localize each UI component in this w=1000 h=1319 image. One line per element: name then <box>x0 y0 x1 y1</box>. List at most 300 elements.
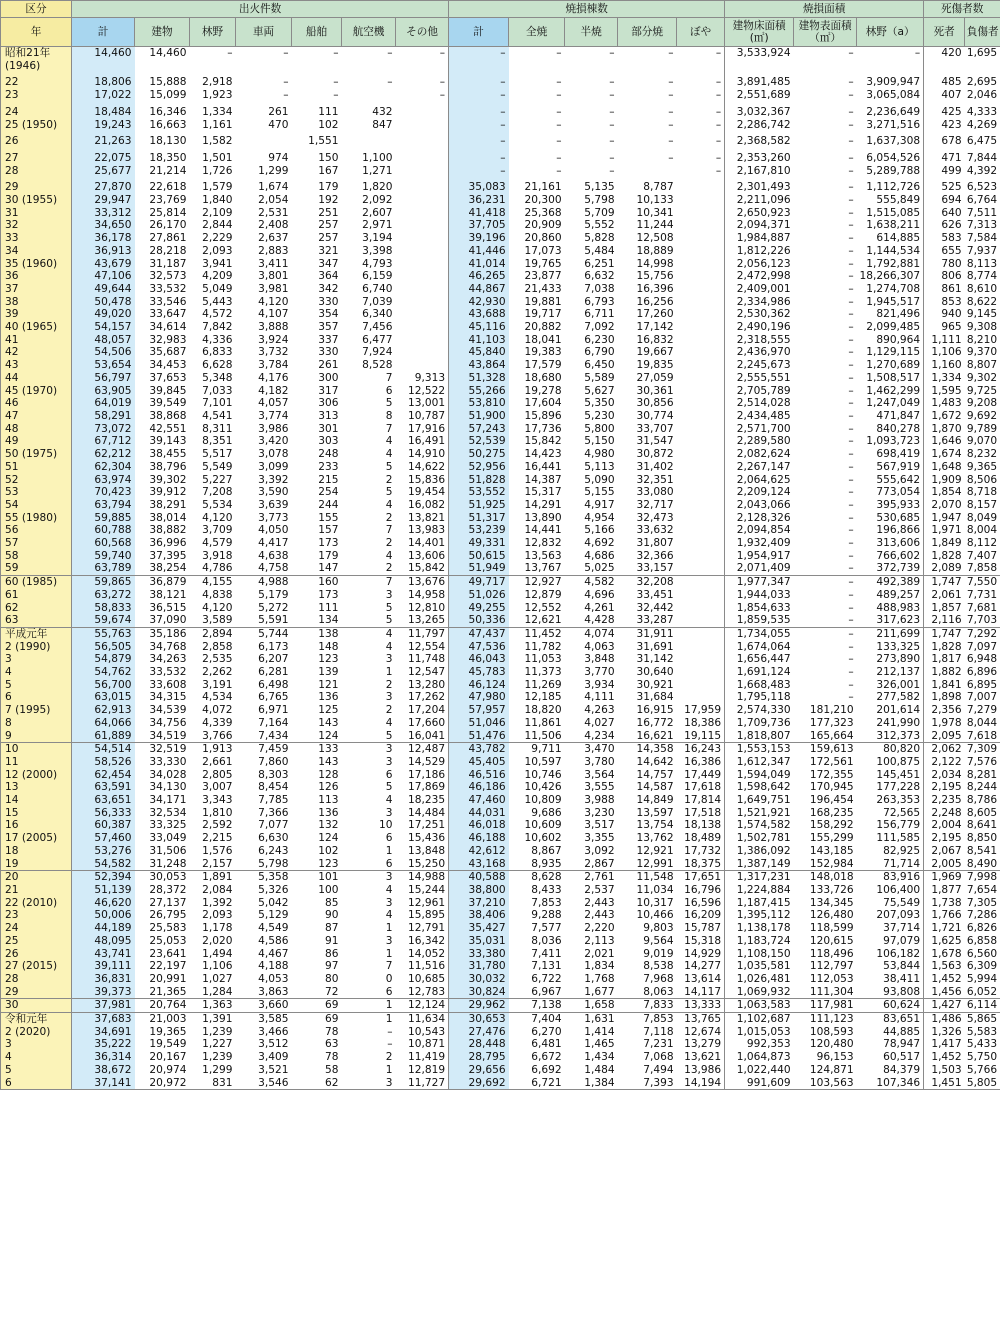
data-cell: 1,563 <box>924 960 965 973</box>
data-cell: 471,847 <box>876 409 921 422</box>
table-row <box>1 794 1000 807</box>
data-cell <box>396 106 449 119</box>
data-cell: – <box>556 135 562 148</box>
data-cell: 1,909 <box>924 474 965 487</box>
data-cell: 19,765 <box>524 257 562 270</box>
data-cell: 2,844 <box>202 219 233 232</box>
data-cell: 56,333 <box>72 807 135 820</box>
data-cell: 45,405 <box>449 756 509 769</box>
data-cell: 5,179 <box>258 588 289 601</box>
data-cell: 85 <box>325 896 339 909</box>
data-cell: 2,128,326 <box>725 512 794 525</box>
data-cell: 39,845 <box>149 384 187 397</box>
data-cell: 6,628 <box>202 359 233 372</box>
data-cell: 6,896 <box>965 666 1000 679</box>
data-cell: 2,116 <box>924 614 965 627</box>
data-cell: 8,807 <box>965 359 1000 372</box>
data-cell: 698,419 <box>876 448 921 461</box>
data-cell: 121 <box>318 678 339 691</box>
data-cell: 18,484 <box>72 106 135 119</box>
column-header: 計 <box>449 18 509 47</box>
data-cell: 1,859,535 <box>725 614 794 627</box>
data-cell: 44,031 <box>449 807 509 820</box>
data-cell: 1,677 <box>584 985 615 998</box>
data-cell: 25,368 <box>524 206 562 219</box>
data-cell: 30,856 <box>636 397 674 410</box>
data-cell: 145,451 <box>876 768 921 781</box>
year-cell: 43 <box>1 359 72 372</box>
data-cell: 853 <box>924 296 965 309</box>
data-cell: 9,208 <box>965 397 1000 410</box>
data-cell: 7,833 <box>618 999 677 1013</box>
data-cell: – <box>449 89 509 102</box>
data-cell: 2,094,854 <box>725 524 794 537</box>
data-cell: 100,875 <box>876 755 921 768</box>
data-cell: 55,763 <box>72 627 135 640</box>
data-cell: 317,623 <box>876 614 921 627</box>
table-row <box>1 461 1000 474</box>
data-cell: 2,858 <box>202 640 233 653</box>
data-cell: 248 <box>318 448 339 461</box>
data-cell: 5,766 <box>965 1064 1000 1077</box>
table-row <box>1 1051 1000 1064</box>
table-row <box>1 807 1000 820</box>
data-cell: – <box>848 666 854 679</box>
data-cell: 52,956 <box>449 461 509 474</box>
data-cell: 974 <box>268 151 289 164</box>
data-cell: 143,185 <box>809 844 854 857</box>
data-cell: 39,302 <box>149 473 187 486</box>
data-cell: 35,083 <box>449 181 509 194</box>
data-cell: 111,585 <box>876 832 921 845</box>
data-cell: – <box>668 135 674 148</box>
column-header: 林野 <box>190 18 236 47</box>
data-cell: 13,265 <box>396 614 449 627</box>
data-cell: 8,490 <box>965 858 1000 871</box>
data-cell: 3,774 <box>258 409 289 422</box>
data-cell: 133 <box>292 743 342 756</box>
data-cell: 1 <box>385 922 393 935</box>
data-cell: 3,099 <box>258 460 289 473</box>
table-row <box>1 372 1000 385</box>
data-cell: 17,869 <box>396 781 449 794</box>
data-cell: – <box>715 105 722 118</box>
data-cell: – <box>848 422 854 435</box>
year-cell: 49 <box>1 435 72 448</box>
data-cell: 2,056,123 <box>725 258 794 271</box>
data-cell: 8,281 <box>965 769 1000 782</box>
data-cell: 52,539 <box>449 435 509 448</box>
data-cell: 2,067 <box>924 845 965 858</box>
data-cell: – <box>848 549 854 562</box>
data-cell: 1,108,150 <box>725 948 794 961</box>
data-cell: 38,014 <box>149 511 187 524</box>
data-cell: – <box>609 47 615 59</box>
data-cell <box>677 296 725 309</box>
data-cell: 312,373 <box>876 729 921 742</box>
data-cell: 2 <box>385 473 393 486</box>
data-cell: 148 <box>318 640 339 653</box>
year-cell: 48 <box>1 423 72 436</box>
data-cell: 7,842 <box>202 321 233 334</box>
year-cell: 44 <box>1 372 72 385</box>
year-cell: 14 <box>1 794 72 807</box>
data-cell: – <box>848 181 854 194</box>
data-cell: 3,512 <box>258 1038 289 1051</box>
data-cell: 2,262 <box>202 666 233 679</box>
data-cell: 3,801 <box>258 270 289 283</box>
data-cell: 1,971 <box>924 524 965 537</box>
data-cell: 37,395 <box>149 549 187 562</box>
data-cell: 1,841 <box>924 679 965 692</box>
data-cell: – <box>848 359 854 372</box>
data-cell: 9,365 <box>965 461 1000 474</box>
year-cell: 4 <box>1 666 72 679</box>
data-cell: 51,925 <box>449 499 509 512</box>
year-cell: 5 <box>1 1064 72 1077</box>
data-cell: 432 <box>372 105 393 118</box>
data-cell: 32,442 <box>636 601 674 614</box>
data-cell: 8,541 <box>965 845 1000 858</box>
data-cell: 39,111 <box>72 960 135 973</box>
data-cell: 13,890 <box>524 511 562 524</box>
data-cell: 4,263 <box>584 704 615 717</box>
data-cell: 354 <box>318 308 339 321</box>
data-cell: 11,797 <box>396 627 449 640</box>
data-cell: 14,358 <box>618 743 677 756</box>
data-cell: – <box>556 118 562 131</box>
data-cell: 207,093 <box>876 909 921 922</box>
data-cell <box>677 461 725 474</box>
data-cell <box>677 245 725 258</box>
data-cell: 3,398 <box>362 244 393 257</box>
data-cell: – <box>914 47 921 59</box>
data-cell: 157 <box>318 524 339 537</box>
data-cell: – <box>715 118 722 131</box>
data-cell: 1,944,033 <box>725 589 794 602</box>
data-cell: 357 <box>318 321 339 334</box>
data-cell: 1 <box>385 947 393 960</box>
data-cell: 1,239 <box>202 1051 233 1064</box>
data-cell: 7,077 <box>258 819 289 832</box>
data-cell: 18,375 <box>684 857 722 870</box>
data-cell <box>396 334 449 347</box>
data-cell: 5,798 <box>584 194 615 207</box>
data-cell: 766,602 <box>876 549 921 562</box>
data-cell: 10,597 <box>524 755 562 768</box>
data-cell: – <box>396 47 449 60</box>
table-row <box>1 499 1000 512</box>
data-cell: 2,064,625 <box>725 474 794 487</box>
data-cell: 7,681 <box>965 602 1000 615</box>
data-cell: – <box>333 89 339 102</box>
data-cell: 3,863 <box>258 985 289 998</box>
data-cell: 4,269 <box>965 119 1000 132</box>
data-cell: 52,394 <box>72 871 135 884</box>
data-cell: 7,654 <box>965 884 1000 897</box>
data-cell: 78,947 <box>883 1038 921 1051</box>
table-row <box>1 614 1000 627</box>
year-cell: 3 <box>1 653 72 666</box>
data-cell: 12,547 <box>396 666 449 679</box>
data-cell: 1,674,064 <box>725 641 794 654</box>
data-cell: 364 <box>318 270 339 283</box>
data-cell: 7,577 <box>531 922 562 935</box>
data-cell: 51,949 <box>449 562 509 575</box>
data-cell: 244 <box>318 498 339 511</box>
data-cell: 4,188 <box>258 960 289 973</box>
data-cell: 10,341 <box>636 206 674 219</box>
data-cell: 3,941 <box>202 257 233 270</box>
data-cell: 7,092 <box>584 321 615 334</box>
year-cell: 63 <box>1 614 72 627</box>
data-cell: 124,871 <box>809 1063 854 1076</box>
data-cell: 51,828 <box>449 474 509 487</box>
data-cell: 1 <box>342 1013 396 1026</box>
data-cell: 8,004 <box>965 524 1000 537</box>
data-cell: 15,842 <box>524 435 562 448</box>
data-cell: 5,272 <box>258 601 289 614</box>
data-cell: 5,443 <box>202 295 233 308</box>
data-cell: – <box>668 118 674 131</box>
data-cell: 2,167,810 <box>725 165 794 178</box>
data-cell: 12,783 <box>396 986 449 999</box>
data-cell: 3,924 <box>258 333 289 346</box>
data-cell: 13,676 <box>396 576 449 589</box>
data-cell: 5,549 <box>202 460 233 473</box>
data-cell: 1,877 <box>924 884 965 897</box>
data-cell: 4,534 <box>202 691 233 704</box>
data-cell: – <box>387 47 393 59</box>
data-cell: 36,178 <box>72 232 135 245</box>
data-cell: 165,664 <box>809 729 854 742</box>
data-cell: 4,155 <box>190 576 236 589</box>
data-cell: 3,590 <box>258 486 289 499</box>
data-cell: 11,634 <box>396 1013 449 1026</box>
data-cell: 62,304 <box>72 461 135 474</box>
data-cell: – <box>609 164 615 177</box>
data-cell: 470 <box>268 118 289 131</box>
data-cell: 38,882 <box>149 524 187 537</box>
data-cell: 8,049 <box>965 512 1000 525</box>
year-cell: 6 <box>1 691 72 704</box>
data-cell: 51,317 <box>449 512 509 525</box>
data-cell: 7,208 <box>202 486 233 499</box>
data-cell: 14,460 <box>72 47 135 60</box>
data-cell: 173 <box>318 537 339 550</box>
data-cell: – <box>848 346 854 359</box>
data-cell <box>396 152 449 165</box>
table-row <box>1 1026 1000 1039</box>
data-cell: 7,313 <box>965 219 1000 232</box>
data-cell: 1,648 <box>924 461 965 474</box>
data-cell: 337 <box>318 333 339 346</box>
data-cell: 17,916 <box>396 423 449 436</box>
data-cell: 14,277 <box>684 960 722 973</box>
data-cell: 655 <box>924 245 965 258</box>
data-cell: 87 <box>325 922 339 935</box>
data-cell: 18,130 <box>149 135 187 148</box>
data-cell: 38,254 <box>149 562 187 575</box>
year-cell: 25 (1950) <box>1 119 72 132</box>
year-cell: 13 <box>1 781 72 794</box>
data-cell <box>677 537 725 550</box>
data-cell: 9,302 <box>965 372 1000 385</box>
data-cell: 133,325 <box>876 640 921 653</box>
data-cell: 530,685 <box>876 511 921 524</box>
data-cell: 63,272 <box>72 589 135 602</box>
data-cell: 28,218 <box>149 244 187 257</box>
data-cell: 33,049 <box>149 832 187 845</box>
data-cell: 2,043,066 <box>725 499 794 512</box>
data-cell: 2,867 <box>584 857 615 870</box>
data-cell: 53,239 <box>449 524 509 537</box>
data-cell: 60,624 <box>857 999 924 1013</box>
year-cell: 令和元年 <box>1 1013 72 1026</box>
data-cell <box>396 207 449 220</box>
data-cell <box>677 679 725 692</box>
data-cell: 7,494 <box>643 1063 674 1076</box>
data-cell: – <box>848 135 854 148</box>
data-cell: 181,210 <box>809 704 854 717</box>
data-cell <box>677 524 725 537</box>
data-cell: 51,476 <box>449 730 509 743</box>
data-cell: – <box>449 135 509 148</box>
year-cell: 45 (1970) <box>1 385 72 398</box>
data-cell: 44,885 <box>883 1025 921 1038</box>
data-cell: 3,780 <box>584 755 615 768</box>
data-cell: 150 <box>318 151 339 164</box>
data-cell: 5,583 <box>965 1026 1000 1039</box>
data-cell <box>396 135 449 148</box>
data-cell: 16,621 <box>636 729 674 742</box>
data-cell: 5,589 <box>584 371 615 384</box>
data-cell: – <box>387 1038 393 1051</box>
data-cell: 18,386 <box>684 716 722 729</box>
data-cell: 2 <box>385 537 393 550</box>
data-cell: 1,112,726 <box>866 181 921 194</box>
year-cell: 39 <box>1 308 72 321</box>
data-cell: 7,411 <box>531 947 562 960</box>
column-header: 建物表面積（㎡） <box>794 18 857 47</box>
data-cell: 112,053 <box>809 972 854 985</box>
data-cell: 73,072 <box>72 423 135 436</box>
data-cell: 1,977,347 <box>725 576 794 589</box>
data-cell: 20,972 <box>135 1077 190 1090</box>
data-cell: 640 <box>924 207 965 220</box>
data-cell: 13,821 <box>396 512 449 525</box>
year-cell: 4 <box>1 1051 72 1064</box>
data-cell: 16,596 <box>684 896 722 909</box>
data-cell: 555,642 <box>876 473 921 486</box>
data-cell: 63,974 <box>72 474 135 487</box>
data-cell: 1,138,178 <box>725 922 794 935</box>
data-cell <box>677 207 725 220</box>
table-row <box>1 897 1000 910</box>
data-cell: 63,015 <box>72 691 135 704</box>
data-cell: 7,459 <box>236 743 292 756</box>
data-cell: 5,627 <box>584 384 615 397</box>
data-cell: 241,990 <box>876 716 921 729</box>
data-cell <box>677 550 725 563</box>
data-cell: – <box>609 76 615 89</box>
year-cell: 20 <box>1 871 72 884</box>
data-cell: 2,514,028 <box>725 397 794 410</box>
data-cell: 6,765 <box>258 691 289 704</box>
data-cell: 30,774 <box>636 409 674 422</box>
data-cell: – <box>333 76 339 89</box>
data-cell <box>677 410 725 423</box>
data-cell: 5,800 <box>584 422 615 435</box>
data-cell: 58,526 <box>72 756 135 769</box>
data-cell: 7,309 <box>965 743 1000 756</box>
data-cell: 91 <box>325 934 339 947</box>
year-cell: 23 <box>1 89 72 102</box>
data-cell: 39,143 <box>149 435 187 448</box>
data-cell: – <box>556 164 562 177</box>
data-cell: 1,160 <box>924 359 965 372</box>
data-cell: 64,019 <box>72 397 135 410</box>
data-cell: 102 <box>318 844 339 857</box>
data-cell: 4,261 <box>584 601 615 614</box>
year-cell: 57 <box>1 537 72 550</box>
data-cell: 7,366 <box>258 806 289 819</box>
data-cell: 3,343 <box>202 794 233 807</box>
data-cell: 1,812,226 <box>725 245 794 258</box>
data-cell: 1,462,299 <box>866 384 921 397</box>
data-cell: 2,289,580 <box>725 435 794 448</box>
data-cell: 33,546 <box>149 295 187 308</box>
data-cell: 26,795 <box>149 909 187 922</box>
data-cell: 126 <box>318 781 339 794</box>
data-cell: 6 <box>385 857 393 870</box>
data-cell: 5,326 <box>258 884 289 896</box>
data-cell: 72,565 <box>883 806 921 819</box>
data-cell: 3 <box>385 755 393 768</box>
data-cell <box>677 614 725 627</box>
data-cell: 6,230 <box>584 333 615 346</box>
data-cell: 64,066 <box>72 717 135 730</box>
data-cell: 15,888 <box>149 76 187 89</box>
data-cell: 1,668,483 <box>725 679 794 692</box>
data-cell <box>396 245 449 258</box>
data-cell: 51,328 <box>449 372 509 385</box>
data-cell: 10,746 <box>524 768 562 781</box>
data-cell: 1,502,781 <box>725 832 794 845</box>
data-cell: 113 <box>318 794 339 807</box>
table-row <box>1 308 1000 321</box>
data-cell: – <box>715 47 722 59</box>
data-cell: 3,392 <box>258 473 289 486</box>
data-cell <box>565 60 618 73</box>
data-cell: 136 <box>318 691 339 704</box>
data-cell: 17,651 <box>677 871 725 884</box>
data-cell <box>396 296 449 309</box>
column-header: 計 <box>72 18 135 47</box>
data-cell: 1,579 <box>202 181 233 194</box>
data-cell: 12,508 <box>636 232 674 245</box>
data-cell: 11,053 <box>524 653 562 666</box>
data-cell: 7,853 <box>531 896 562 909</box>
data-cell: 7,393 <box>618 1077 677 1090</box>
data-cell: 1,969 <box>924 871 965 884</box>
data-cell: 46,018 <box>449 819 509 832</box>
data-cell: 14,849 <box>636 794 674 807</box>
data-cell: 4,582 <box>565 576 618 589</box>
data-cell: 18,235 <box>396 794 449 807</box>
data-cell: 2,195 <box>924 832 965 845</box>
data-cell: 13,597 <box>636 806 674 819</box>
